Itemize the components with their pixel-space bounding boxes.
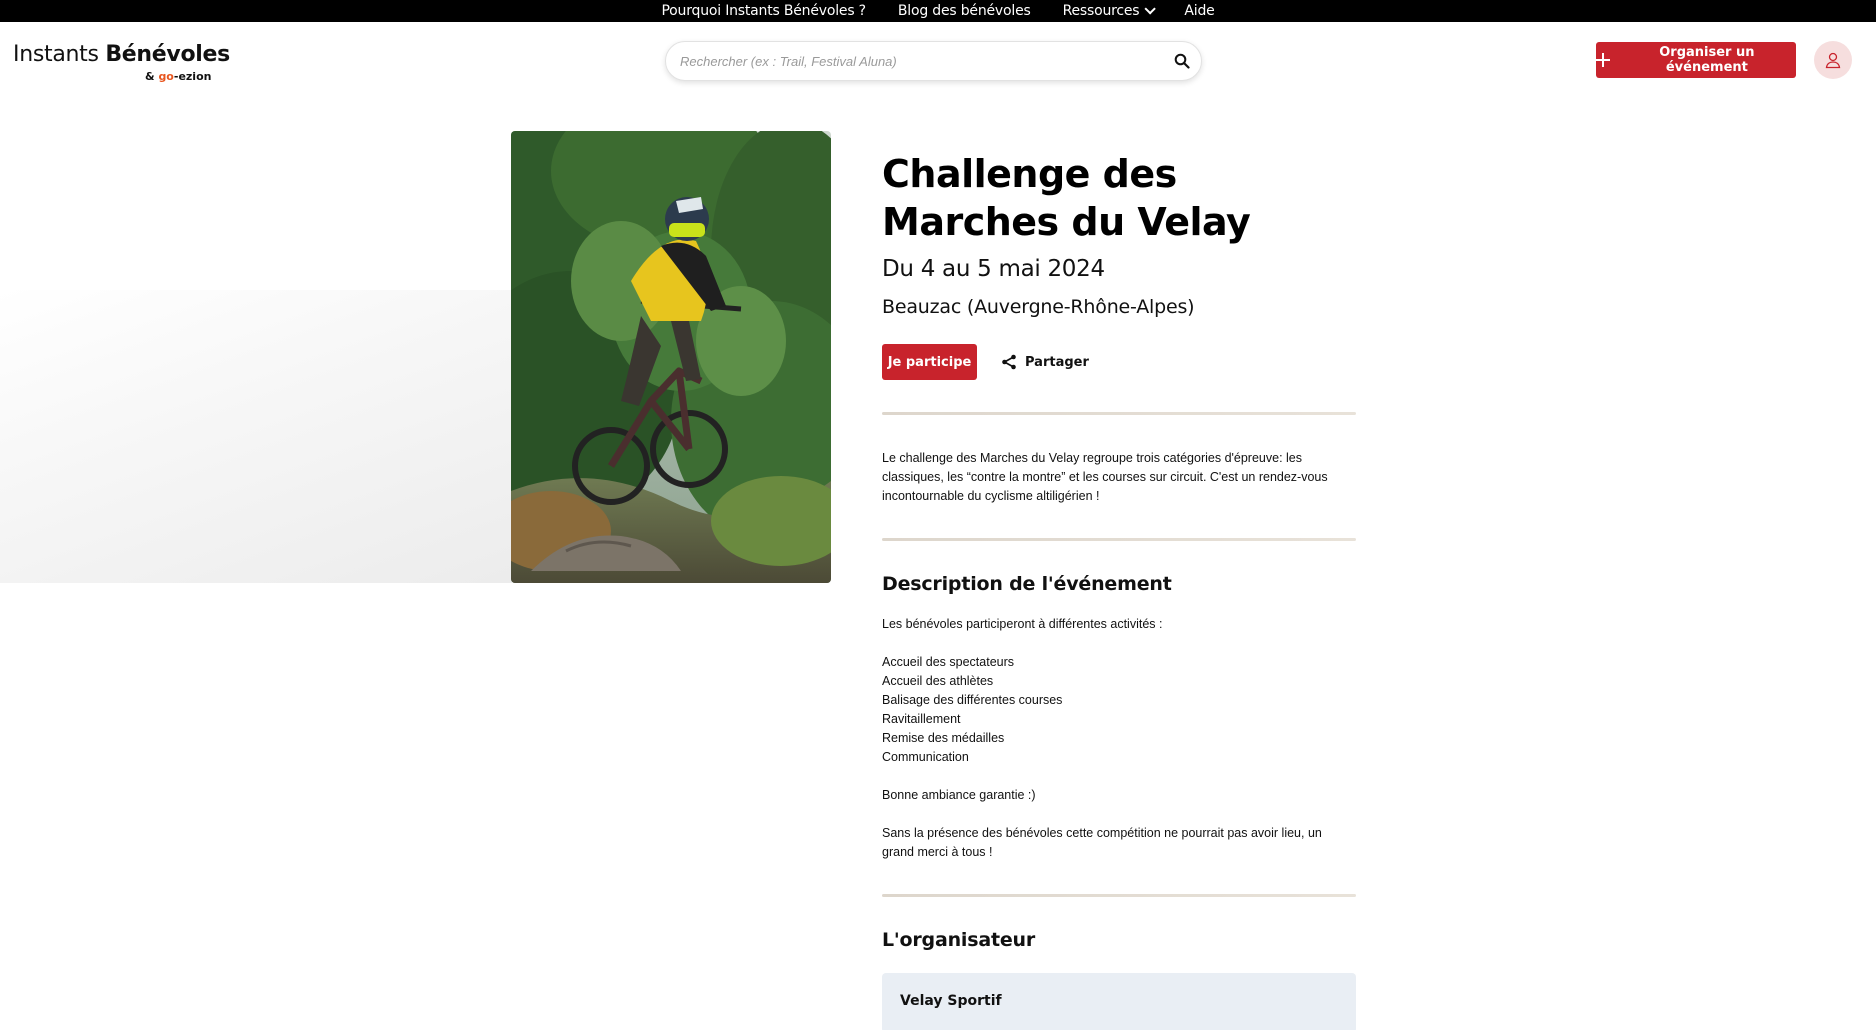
divider	[882, 538, 1356, 541]
description-heading: Description de l'événement	[882, 573, 1172, 595]
event-photo-illustration	[511, 131, 831, 583]
description-body	[882, 615, 1356, 862]
nav-link-blog[interactable]: Blog des bénévoles	[897, 3, 1031, 19]
chevron-down-icon	[1145, 3, 1156, 14]
search-input[interactable]	[680, 42, 1140, 80]
logo-subtext: & go-ezion	[145, 70, 212, 83]
site-logo[interactable]	[13, 42, 230, 83]
list-item: Communication	[882, 750, 969, 764]
search-icon[interactable]	[1174, 53, 1190, 69]
organizer-name: Velay Sportif	[900, 993, 1002, 1009]
organizer-card[interactable]	[882, 973, 1356, 1030]
description-thanks: Sans la présence des bénévoles cette compétition ne pourrait pas avoir lieu, un grand merci à tous !	[882, 826, 1322, 859]
description-intro: Les bénévoles participeront à différentes activités :	[882, 617, 1163, 631]
organizer-heading: L'organisateur	[882, 929, 1036, 951]
organize-event-button[interactable]	[1596, 42, 1796, 78]
event-summary: Le challenge des Marches du Velay regroupe trois catégories d'épreuve: les classiques, les “contre la montre” et les courses sur circuit. C'est un rendez-vous incontournable du cyclisme altiligérien !	[882, 451, 1328, 503]
list-item: Ravitaillement	[882, 712, 961, 726]
search-bar	[665, 41, 1202, 81]
event-title: Challenge des Marches du Velay	[882, 152, 1251, 244]
nav-link-resources-label: Ressources	[1062, 3, 1140, 19]
site-header	[0, 22, 1876, 98]
event-dates: Du 4 au 5 mai 2024	[882, 256, 1105, 282]
share-icon	[1001, 354, 1017, 370]
share-button[interactable]	[1001, 354, 1089, 370]
top-nav-bar	[0, 0, 1876, 22]
event-content	[882, 150, 1356, 1030]
divider	[882, 894, 1356, 897]
event-actions	[882, 344, 1356, 380]
list-item: Accueil des athlètes	[882, 674, 994, 688]
list-item: Accueil des spectateurs	[882, 655, 1015, 669]
participate-button[interactable]: Je participe	[882, 344, 977, 380]
list-item: Balisage des différentes courses	[882, 693, 1063, 707]
nav-link-why[interactable]: Pourquoi Instants Bénévoles ?	[661, 3, 866, 19]
event-location: Beauzac (Auvergne-Rhône-Alpes)	[882, 296, 1195, 318]
list-item: Remise des médailles	[882, 731, 1005, 745]
nav-link-help[interactable]: Aide	[1184, 3, 1215, 19]
user-avatar-button[interactable]	[1814, 41, 1852, 79]
user-icon	[1824, 51, 1842, 69]
divider	[882, 412, 1356, 415]
hero-background	[0, 290, 512, 583]
organize-event-label: Organiser un événement	[1659, 45, 1755, 75]
share-label: Partager	[1025, 354, 1089, 370]
logo-text: Instants Bénévoles	[13, 42, 230, 67]
plus-icon	[1596, 53, 1610, 67]
description-ambiance: Bonne ambiance garantie :)	[882, 788, 1036, 802]
event-image	[511, 131, 831, 583]
nav-link-resources[interactable]	[1063, 3, 1153, 19]
